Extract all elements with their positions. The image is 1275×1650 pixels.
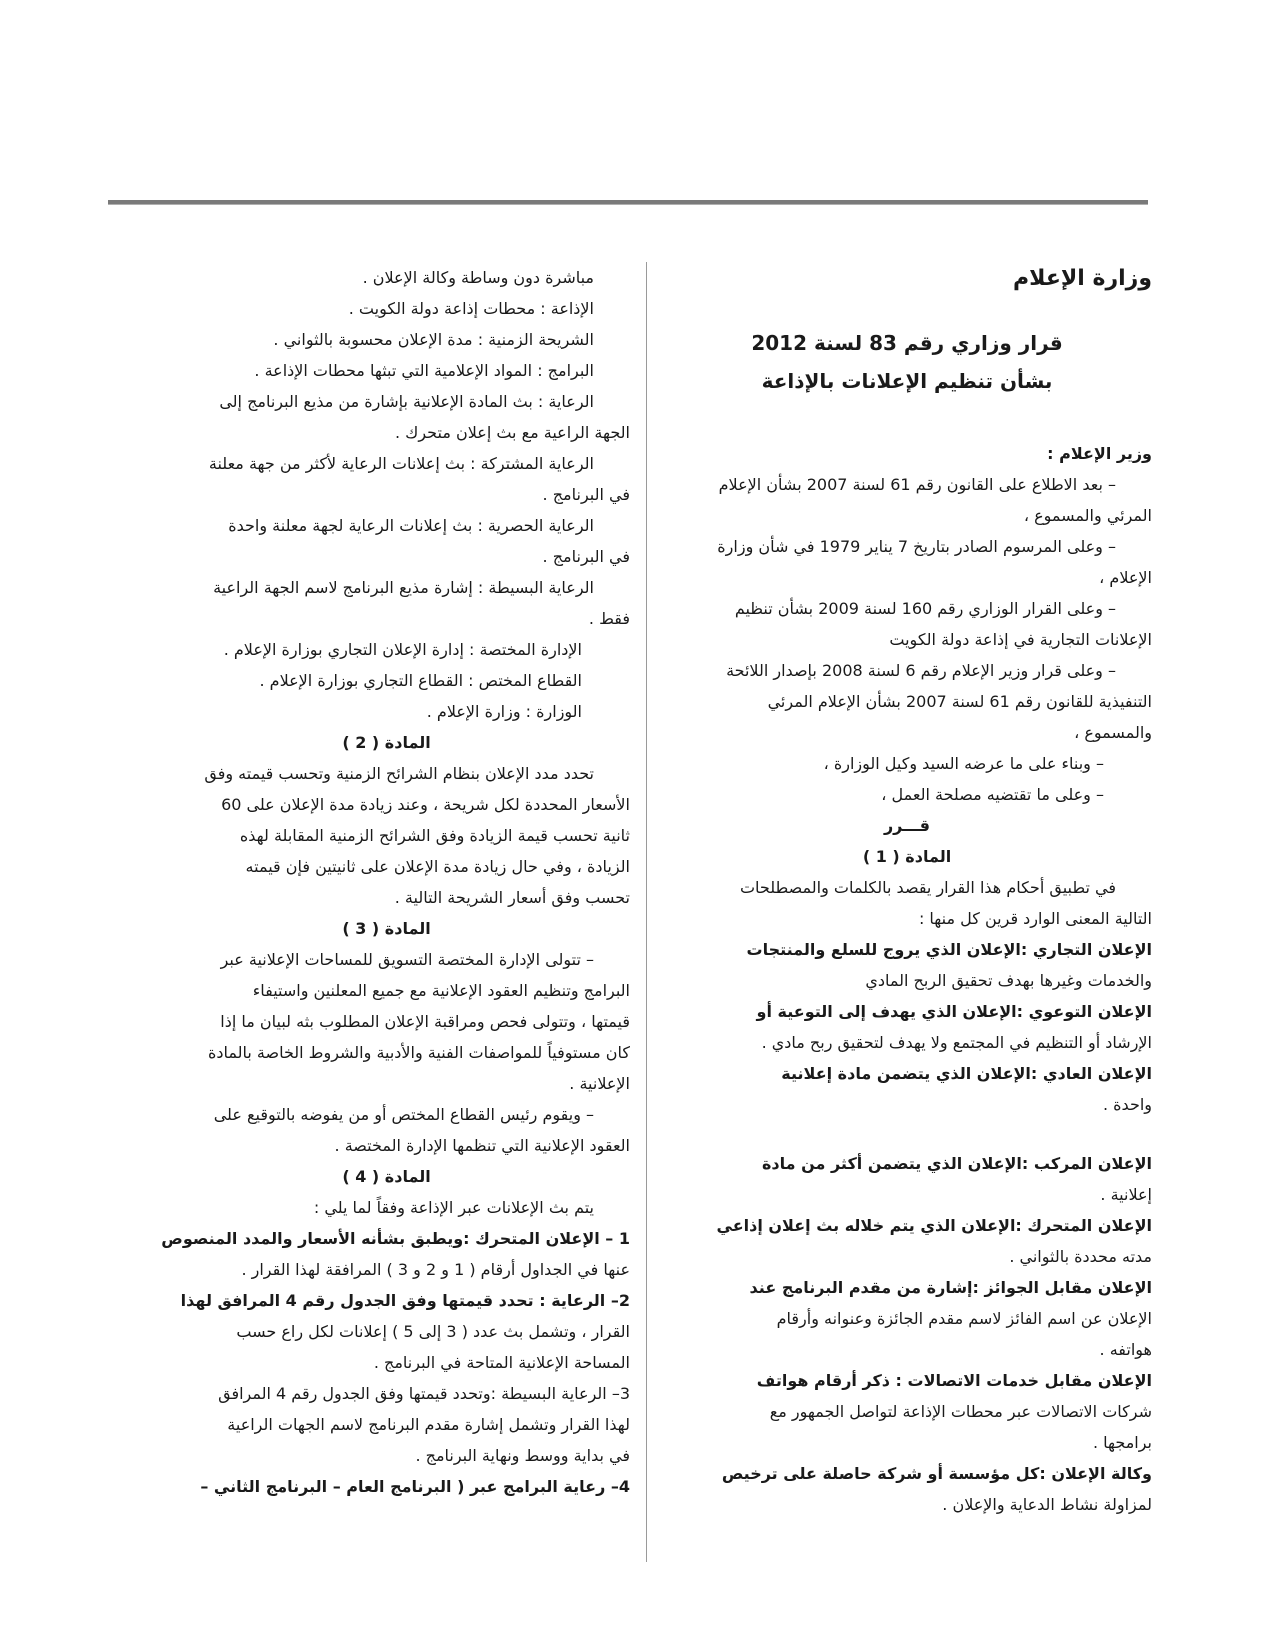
definition-line: الرعاية المشتركة : بث إعلانات الرعاية لأكثر من جهة معلنة bbox=[208, 454, 594, 473]
header-rule bbox=[108, 200, 1148, 205]
minister-heading: وزير الإعلام : bbox=[1047, 444, 1152, 463]
body-line: التالية المعنى الوارد قرين كل منها : bbox=[918, 909, 1152, 928]
right-column bbox=[662, 262, 1152, 1520]
definition-line: الوزارة : وزارة الإعلام . bbox=[426, 702, 582, 721]
body-line: قيمتها ، وتتولى فحص ومراقبة الإعلان المطلوب بثه لبيان ما إذا bbox=[220, 1012, 630, 1031]
decree-title-line-1: قرار وزاري رقم 83 لسنة 2012 bbox=[751, 331, 1063, 355]
definition-line: الإعلان مقابل خدمات الاتصالات : ذكر أرقام هواتف bbox=[756, 1371, 1152, 1390]
preamble-line: – وبناء على ما عرضه السيد وكيل الوزارة ، bbox=[823, 754, 1104, 773]
definition-line: الإعلان المركب :الإعلان الذي يتضمن أكثر من مادة bbox=[761, 1154, 1152, 1173]
body-line: تحدد مدد الإعلان بنظام الشرائح الزمنية وتحسب قيمته وفق bbox=[204, 764, 594, 783]
article-3-heading: المادة ( 3 ) bbox=[342, 919, 431, 938]
body-line: مباشرة دون وساطة وكالة الإعلان . bbox=[362, 268, 594, 287]
body-line: في بداية ووسط ونهاية البرنامج . bbox=[415, 1446, 630, 1465]
decree-title-line-2: بشأن تنظيم الإعلانات بالإذاعة bbox=[761, 369, 1053, 393]
body-line: ثانية تحسب قيمة الزيادة وفق الشرائح الزمنية المقابلة لهذه bbox=[239, 826, 630, 845]
body-line: يتم بث الإعلانات عبر الإذاعة وفقاً لما يلي : bbox=[313, 1198, 594, 1217]
decree-title bbox=[662, 324, 1152, 400]
body-line: عنها في الجداول أرقام ( 1 و 2 و 3 ) المرافقة لهذا القرار . bbox=[241, 1260, 630, 1279]
body-line: البرامج وتنظيم العقود الإعلانية مع جميع المعلنين واستيفاء bbox=[252, 981, 630, 1000]
preamble-line: – وعلى القرار الوزاري رقم 160 لسنة 2009 بشأن تنظيم bbox=[734, 599, 1116, 618]
definition-line: الجهة الراعية مع بث إعلان متحرك . bbox=[394, 423, 630, 442]
definition-line: في البرنامج . bbox=[542, 485, 630, 504]
definition-line: وكالة الإعلان :كل مؤسسة أو شركة حاصلة على ترخيص bbox=[721, 1464, 1152, 1483]
article-1-heading: المادة ( 1 ) bbox=[862, 847, 952, 866]
definition-line: هواتفه . bbox=[1099, 1340, 1152, 1359]
body-line: 4– رعاية البرامج عبر ( البرنامج العام – البرنامج الثاني – bbox=[200, 1477, 630, 1496]
ministry-name: وزارة الإعلام bbox=[1013, 266, 1152, 291]
body-line: الأسعار المحددة لكل شريحة ، وعند زيادة مدة الإعلان على 60 bbox=[221, 795, 630, 814]
definition-line: الإعلان المتحرك :الإعلان الذي يتم خلاله بث إعلان إذاعي bbox=[716, 1216, 1152, 1235]
definition-line: فقط . bbox=[588, 609, 630, 628]
preamble-line: – بعد الاطلاع على القانون رقم 61 لسنة 2007 بشأن الإعلام bbox=[718, 475, 1116, 494]
definition-line: الإعلان التجاري :الإعلان الذي يروج للسلع والمنتجات bbox=[746, 940, 1152, 959]
body-line: 3– الرعاية البسيطة :وتحدد قيمتها وفق الجدول رقم 4 المرافق bbox=[218, 1384, 630, 1403]
column-divider bbox=[646, 262, 647, 1562]
body-line: المساحة الإعلانية المتاحة في البرنامج . bbox=[373, 1353, 630, 1372]
article-4-heading: المادة ( 4 ) bbox=[342, 1167, 431, 1186]
body-line: العقود الإعلانية التي تنظمها الإدارة المختصة . bbox=[334, 1136, 630, 1155]
body-line: – تتولى الإدارة المختصة التسويق للمساحات الإعلانية عبر bbox=[220, 950, 594, 969]
preamble-line: الإعلام ، bbox=[1099, 568, 1152, 587]
body-line: القرار ، وتشمل بث عدد ( 3 إلى 5 ) إعلانات لكل راع حسب bbox=[236, 1322, 630, 1341]
definition-line: البرامج : المواد الإعلامية التي تبثها محطات الإذاعة . bbox=[254, 361, 594, 380]
definition-line: الإعلان عن اسم الفائز لاسم مقدم الجائزة وعنوانه وأرقام bbox=[776, 1309, 1152, 1328]
definition-line: الإعلان التوعوي :الإعلان الذي يهدف إلى التوعية أو bbox=[756, 1002, 1152, 1021]
definition-line: لمزاولة نشاط الدعاية والإعلان . bbox=[942, 1495, 1152, 1514]
preamble-line: التنفيذية للقانون رقم 61 لسنة 2007 بشأن الإعلام المرئي bbox=[767, 692, 1152, 711]
preamble-line: المرئي والمسموع ، bbox=[1023, 506, 1152, 525]
definition-line: الرعاية : بث المادة الإعلانية بإشارة من مذيع البرنامج إلى bbox=[219, 392, 594, 411]
definition-line: والخدمات وغيرها بهدف تحقيق الربح المادي bbox=[865, 971, 1152, 990]
definition-line: القطاع المختص : القطاع التجاري بوزارة الإعلام . bbox=[259, 671, 582, 690]
definition-line: برامجها . bbox=[1092, 1433, 1152, 1452]
definition-line: إعلانية . bbox=[1100, 1185, 1152, 1204]
body-line: الإعلانية . bbox=[569, 1074, 630, 1093]
definition-line: الرعاية الحصرية : بث إعلانات الرعاية لجهة معلنة واحدة bbox=[228, 516, 594, 535]
body-line: 1 – الإعلان المتحرك :ويطبق بشأنه الأسعار والمدد المنصوص bbox=[161, 1229, 630, 1248]
preamble-line: – وعلى المرسوم الصادر بتاريخ 7 يناير 1979 في شأن وزارة bbox=[717, 537, 1116, 556]
definition-line: في البرنامج . bbox=[542, 547, 630, 566]
body-line: لهذا القرار وتشمل إشارة مقدم البرنامج لاسم الجهات الراعية bbox=[227, 1415, 630, 1434]
preamble-line: والمسموع ، bbox=[1074, 723, 1152, 742]
definition-line: مدته محددة بالثواني . bbox=[1009, 1247, 1152, 1266]
definition-line: الإعلان العادي :الإعلان الذي يتضمن مادة إعلانية bbox=[781, 1064, 1152, 1083]
definition-line: الرعاية البسيطة : إشارة مذيع البرنامج لاسم الجهة الراعية bbox=[213, 578, 594, 597]
definition-line: الشريحة الزمنية : مدة الإعلان محسوبة بالثواني . bbox=[273, 330, 594, 349]
preamble-line: الإعلانات التجارية في إذاعة دولة الكويت bbox=[889, 630, 1152, 649]
definition-line: الإعلان مقابل الجوائز :إشارة من مقدم البرنامج عند bbox=[749, 1278, 1152, 1297]
definition-line: الإدارة المختصة : إدارة الإعلان التجاري بوزارة الإعلام . bbox=[223, 640, 582, 659]
article-2-heading: المادة ( 2 ) bbox=[342, 733, 431, 752]
definition-line: الإرشاد أو التنظيم في المجتمع ولا يهدف لتحقيق ربح مادي . bbox=[761, 1033, 1152, 1052]
body-line: تحسب وفق أسعار الشريحة التالية . bbox=[394, 888, 630, 907]
preamble-line: – وعلى قرار وزير الإعلام رقم 6 لسنة 2008 بإصدار اللائحة bbox=[726, 661, 1116, 680]
preamble-line: – وعلى ما تقتضيه مصلحة العمل ، bbox=[881, 785, 1104, 804]
body-line: في تطبيق أحكام هذا القرار يقصد بالكلمات والمصطلحات bbox=[739, 878, 1116, 897]
left-column bbox=[143, 262, 630, 1502]
body-line: كان مستوفياً للمواصفات الفنية والأدبية والشروط الخاصة بالمادة bbox=[207, 1043, 630, 1062]
definition-line: الإذاعة : محطات إذاعة دولة الكويت . bbox=[348, 299, 594, 318]
definition-line: واحدة . bbox=[1102, 1095, 1152, 1114]
body-line: الزيادة ، وفي حال زيادة مدة الإعلان على ثانيتين فإن قيمته bbox=[245, 857, 630, 876]
definition-line: شركات الاتصالات عبر محطات الإذاعة لتواصل الجمهور مع bbox=[769, 1402, 1152, 1421]
body-line: 2– الرعاية : تحدد قيمتها وفق الجدول رقم 4 المرافق لهذا bbox=[180, 1291, 630, 1310]
body-line: – ويقوم رئيس القطاع المختص أو من يفوضه بالتوقيع على bbox=[213, 1105, 594, 1124]
decided-heading: قـــرر bbox=[883, 816, 931, 835]
